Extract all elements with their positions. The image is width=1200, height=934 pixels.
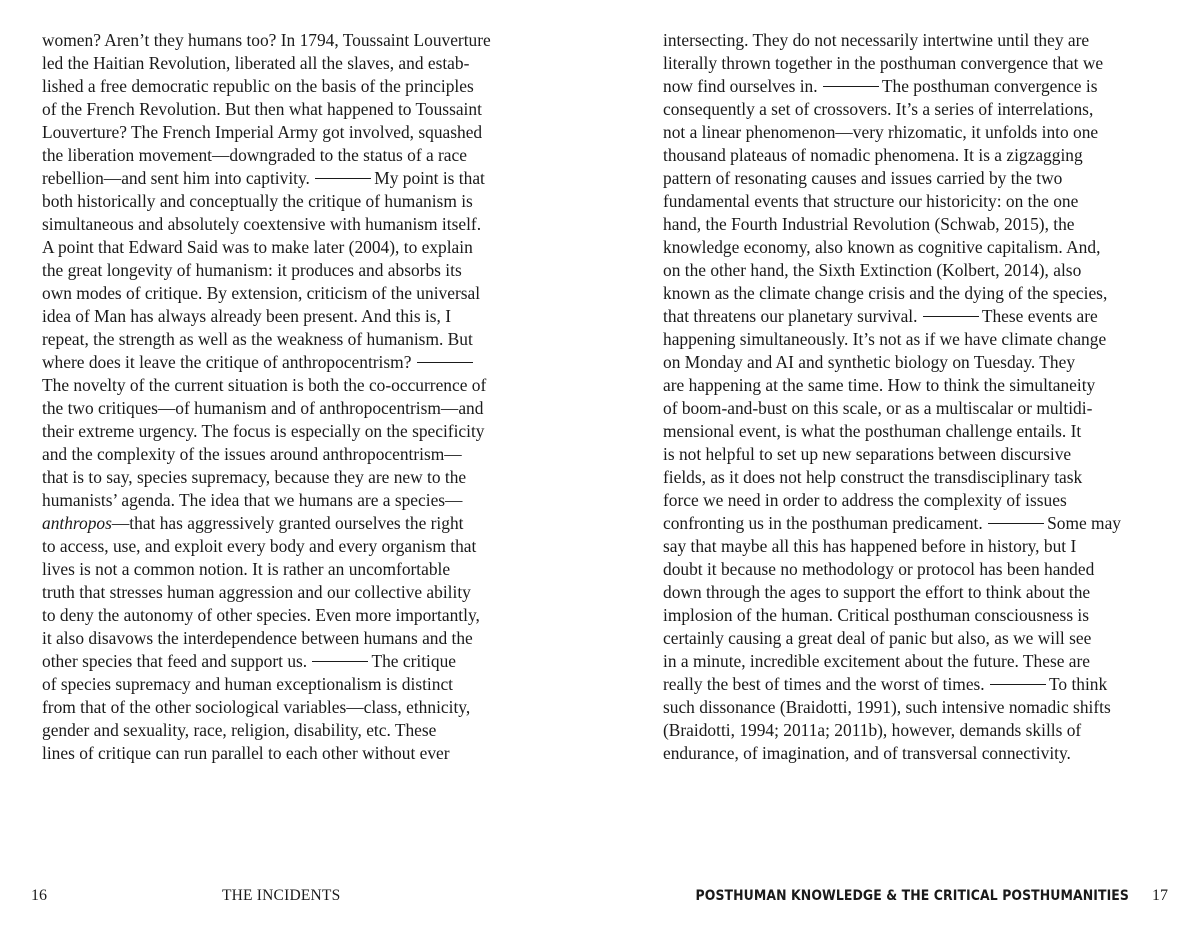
line-text: confronting us in the posthuman predicament. [663, 513, 988, 533]
text-line: to deny the autonomy of other species. Even more importantly, [42, 605, 480, 625]
section-break-rule [823, 86, 879, 87]
line-text: These events are [981, 306, 1098, 326]
line-text: where does it leave the critique of anthropocentrism? [42, 352, 416, 372]
text-line: knowledge economy, also known as cognitive capitalism. And, [663, 237, 1101, 257]
text-line: literally thrown together in the posthuman convergence that we [663, 53, 1104, 73]
text-line: thousand plateaus of nomadic phenomena. It is a zigzagging [663, 145, 1083, 165]
text-line: hand, the Fourth Industrial Revolution (Schwab, 2015), the [663, 214, 1075, 234]
text-line: A point that Edward Said was to make later (2004), to explain [42, 237, 473, 257]
text-line: of boom-and-bust on this scale, or as a multiscalar or multidi- [663, 398, 1093, 418]
text-line: of species supremacy and human exceptionalism is distinct [42, 674, 453, 694]
line-text: The posthuman convergence is [881, 76, 1098, 96]
text-line [42, 512, 491, 535]
text-line [663, 75, 1121, 98]
line-text: rebellion—and sent him into captivity. [42, 168, 315, 188]
text-line: mensional event, is what the posthuman challenge entails. It [663, 421, 1082, 441]
text-line: it also disavows the interdependence between humans and the [42, 628, 473, 648]
text-line: led the Haitian Revolution, liberated all the slaves, and estab- [42, 53, 470, 73]
line-text: now find ourselves in. [663, 76, 822, 96]
line-text: other species that feed and support us. [42, 651, 312, 671]
text-line: gender and sexuality, race, religion, disability, etc. These [42, 720, 437, 740]
text-line: (Braidotti, 1994; 2011a; 2011b), however, demands skills of [663, 720, 1082, 740]
text-line: fundamental events that structure our historicity: on the one [663, 191, 1079, 211]
text-line: implosion of the human. Critical posthuman consciousness is [663, 605, 1090, 625]
line-text: that threatens our planetary survival. [663, 306, 922, 326]
text-line [42, 650, 491, 673]
line-text: The critique [371, 651, 456, 671]
right-page-body-text [663, 29, 1121, 765]
running-head-right: POSTHUMAN KNOWLEDGE & THE CRITICAL POSTHUMANITIES [695, 888, 1129, 904]
text-line: intersecting. They do not necessarily intertwine until they are [663, 30, 1090, 50]
text-line: endurance, of imagination, and of transversal connectivity. [663, 743, 1071, 763]
text-line: simultaneous and absolutely coextensive with humanism itself. [42, 214, 482, 234]
text-line: are happening at the same time. How to think the simultaneity [663, 375, 1096, 395]
text-line: not a linear phenomenon—very rhizomatic, it unfolds into one [663, 122, 1099, 142]
text-line: known as the climate change crisis and the dying of the species, [663, 283, 1108, 303]
text-line: on the other hand, the Sixth Extinction (Kolbert, 2014), also [663, 260, 1082, 280]
text-line: pattern of resonating causes and issues carried by the two [663, 168, 1063, 188]
page-number-right: 17 [1152, 887, 1168, 904]
text-line: the two critiques—of humanism and of anthropocentrism—and [42, 398, 484, 418]
text-line [42, 351, 491, 374]
text-line: repeat, the strength as well as the weakness of humanism. But [42, 329, 473, 349]
text-line: and the complexity of the issues around anthropocentrism— [42, 444, 462, 464]
text-line [663, 673, 1121, 696]
text-line: to access, use, and exploit every body and every organism that [42, 536, 477, 556]
text-line: consequently a set of crossovers. It’s a series of interrelations, [663, 99, 1094, 119]
line-text: —that has aggressively granted ourselves the right [111, 513, 464, 533]
line-text: Some may [1047, 513, 1121, 533]
section-break-rule [988, 523, 1044, 524]
text-line: down through the ages to support the effort to think about the [663, 582, 1091, 602]
section-break-rule [315, 178, 371, 179]
text-line: women? Aren’t they humans too? In 1794, Toussaint Louverture [42, 30, 491, 50]
text-line: such dissonance (Braidotti, 1991), such intensive nomadic shifts [663, 697, 1111, 717]
text-line: that is to say, species supremacy, because they are new to the [42, 467, 467, 487]
text-line: Louverture? The French Imperial Army got involved, squashed [42, 122, 483, 142]
text-line: happening simultaneously. It’s not as if we have climate change [663, 329, 1107, 349]
text-line: truth that stresses human aggression and our collective ability [42, 582, 471, 602]
text-line [42, 167, 491, 190]
italic-term: anthropos [42, 513, 112, 533]
text-line: is not helpful to set up new separations between discursive [663, 444, 1072, 464]
section-break-rule [417, 362, 473, 363]
line-text: really the best of times and the worst of times. [663, 674, 989, 694]
text-line: lives is not a common notion. It is rather an uncomfortable [42, 559, 451, 579]
text-line [663, 305, 1121, 328]
text-line: their extreme urgency. The focus is especially on the specificity [42, 421, 485, 441]
text-line: force we need in order to address the complexity of issues [663, 490, 1067, 510]
running-head-left: THE INCIDENTS [222, 887, 341, 904]
right-page [600, 0, 1200, 934]
text-line [663, 512, 1121, 535]
text-line: The novelty of the current situation is both the co-occurrence of [42, 375, 487, 395]
text-line: say that maybe all this has happened before in history, but I [663, 536, 1077, 556]
text-line: own modes of critique. By extension, criticism of the universal [42, 283, 481, 303]
left-page-body-text [42, 29, 491, 765]
section-break-rule [923, 316, 979, 317]
text-line: on Monday and AI and synthetic biology on Tuesday. They [663, 352, 1076, 372]
line-text: My point is that [374, 168, 485, 188]
text-line: the great longevity of humanism: it produces and absorbs its [42, 260, 462, 280]
text-line: from that of the other sociological variables—class, ethnicity, [42, 697, 471, 717]
text-line: the liberation movement—downgraded to the status of a race [42, 145, 467, 165]
text-line: both historically and conceptually the critique of humanism is [42, 191, 473, 211]
section-break-rule [990, 684, 1046, 685]
text-line: of the French Revolution. But then what happened to Toussaint [42, 99, 482, 119]
section-break-rule [312, 661, 368, 662]
text-line: fields, as it does not help construct the transdisciplinary task [663, 467, 1083, 487]
text-line: in a minute, incredible excitement about the future. These are [663, 651, 1091, 671]
text-line: doubt it because no methodology or protocol has been handed [663, 559, 1095, 579]
text-line: idea of Man has always already been present. And this is, I [42, 306, 452, 326]
page-number-left: 16 [31, 887, 47, 904]
text-line: lished a free democratic republic on the basis of the principles [42, 76, 474, 96]
text-line: lines of critique can run parallel to each other without ever [42, 743, 450, 763]
text-line: humanists’ agenda. The idea that we humans are a species— [42, 490, 463, 510]
line-text: To think [1049, 674, 1108, 694]
text-line: certainly causing a great deal of panic but also, as we will see [663, 628, 1092, 648]
